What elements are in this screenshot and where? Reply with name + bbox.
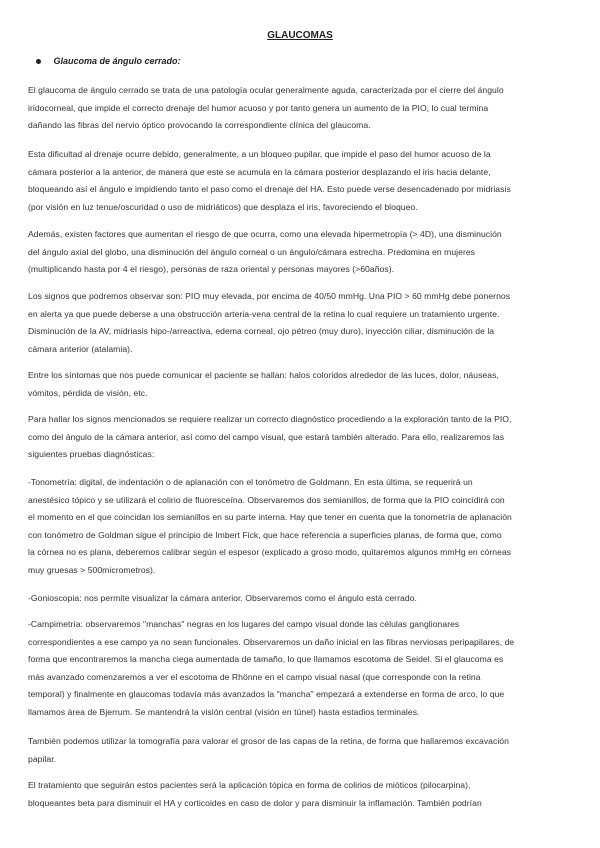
- text-line: El glaucoma de ángulo cerrado se trata de una patología ocular generalmente aguda, caracterizada por el cierre del ángulo: [28, 85, 504, 95]
- text-line: correspondientes a ese campo ya no sean funcionales. Observaremos un daño inicial en las fibras nerviosas peripapilares, de: [28, 636, 515, 647]
- paragraph: [28, 146, 576, 216]
- text-line: en alerta ya que puede deberse a una obstrucción arteria-vena central de la retina lo cual requiere un tratamiento urgente.: [28, 308, 500, 319]
- text-line: cámara posterior a la anterior, de manera que este se acumula en la cámara posterior desplazando el iris hacia delante,: [28, 166, 491, 177]
- text-line: (multiplicando hasta por 4 el riesgo), personas de raza oriental y personas mayores (>60años).: [28, 264, 395, 274]
- text-line: El tratamiento que seguirán estos pacientes será la aplicación tópica en forma de colirios de mióticos (pilocarpina),: [28, 780, 471, 790]
- paragraph: [28, 733, 576, 768]
- text-line: cámara anterior (atalamia).: [28, 343, 133, 354]
- text-line: iridocorneal, que impide el correcto drenaje del humor acuoso y por tanto genera un aumento de la PIO, lo cual termina: [28, 102, 489, 113]
- section-heading: [36, 56, 181, 66]
- text-line: Los signos que podremos observar son: PIO muy elevada, por encima de 40/50 mmHg. Una PIO > 60 mmHg debe ponernos: [28, 291, 511, 301]
- text-line: Para hallar los signos mencionados se requiere realizar un correcto diagnóstico procediendo a la exploración tanto de la PIO,: [28, 414, 512, 424]
- paragraph: [28, 288, 576, 358]
- paragraph: [28, 411, 576, 464]
- text-line: Además, existen factores que aumentan el riesgo de que ocurra, como una elevada hipermetropía (> 4D), una disminución: [28, 229, 502, 239]
- paragraph: [28, 777, 576, 812]
- paragraph: [28, 590, 576, 608]
- text-line: Entre los síntomas que nos puede comunicar el paciente se hallan: halos coloridos alrededor de las luces, dolor, náuseas,: [28, 370, 499, 380]
- text-line: bloqueantes beta para disminuir el HA y corticoides en caso de dolor y para disminuir la inflamación. También podrían: [28, 797, 482, 808]
- paragraph: [28, 616, 576, 721]
- text-line: muy gruesas > 500micrometros).: [28, 564, 156, 575]
- paragraph: [28, 82, 576, 135]
- text-line: También podemos utilizar la tomografía para valorar el grosor de las capas de la retina, de forma que hallaremos excavación: [28, 736, 509, 746]
- text-line: temporal) y finalmente en glaucomas todavía más avanzados la "mancha" empezará a extenderse en forma de arco, lo que: [28, 689, 505, 699]
- text-line: anestésico tópico y se utilizará el colirio de fluoresceína. Observaremos dos semianillos, de forma que la PIO coincidirá con: [28, 494, 505, 505]
- paragraph: [28, 367, 576, 402]
- text-line: la córnea no es plana, deberemos calibrar según el espesor (explicado a groso modo, quitaremos algunos mmHg en córneas: [28, 547, 512, 557]
- text-line: siguientes pruebas diagnósticas:: [28, 449, 155, 459]
- text-line: del ángulo axial del globo, una disminución del ángulo corneal o un ángulo/cámara estrecha. Predomina en mujeres: [28, 246, 476, 257]
- paragraph: [28, 474, 576, 579]
- text-line: llamamos área de Bjerrum. Se mantendrá la visión central (visión en túnel) hasta estadios terminales.: [28, 706, 420, 717]
- text-line: vómitos, pérdida de visión, etc.: [28, 387, 148, 398]
- text-line: Esta dificultad al drenaje ocurre debido, generalmente, a un bloqueo pupilar, que impide el paso del humor acuoso de la: [28, 149, 491, 159]
- text-line: Disminución de la AV, midriasis hipo-/arreactiva, edema corneal, ojo pétreo (muy duro), inyección ciliar, disminución de la: [28, 326, 495, 336]
- section-subtitle: Glaucoma de ángulo cerrado:: [53, 56, 181, 66]
- bullet-icon: [36, 59, 41, 64]
- text-line: (por visión en luz tenue/oscuridad o uso de midriáticos) que desplaza el iris, favoreciendo el bloqueo.: [28, 201, 418, 212]
- page-title: GLAUCOMAS: [267, 30, 333, 41]
- text-line: -Gonioscopia: nos permite visualizar la cámara anterior. Observaremos como el ángulo está cerrado.: [28, 593, 417, 603]
- text-line: más avanzado comenzaremos a ver el escotoma de Rhönne en el campo visual nasal (que corresponde con la retina: [28, 671, 481, 682]
- text-line: forma que encontraremos la mancha ciega aumentada de tamaño, lo que llamamos escotoma de Seidel. Si el glaucoma es: [28, 654, 504, 664]
- paragraph: [28, 226, 576, 279]
- text-line: bloqueando así el ángulo e impidiendo tanto el paso como el drenaje del HA. Esto puede verse desencadenado por midriasis: [28, 184, 511, 194]
- text-line: -Tonometría: digital, de indentación o de aplanación con el tonómetro de Goldmann. En esta última, se requerirá un: [28, 477, 473, 487]
- text-line: como del ángulo de la cámara anterior, así como del campo visual, que estará también alterado. Para ello, realizaremos las: [28, 431, 505, 442]
- text-line: el momento en el que coincidan los semianillos en su parte interna. Hay que tener en cuenta que la tonometría de aplanación: [28, 512, 512, 522]
- text-line: -Campimetría: observaremos "manchas" negras en los lugares del campo visual donde las células ganglionares: [28, 619, 460, 629]
- text-line: con tonómetro de Goldman sigue el principio de Imbert Fick, que hace referencia a superficies planas, de forma que, como: [28, 529, 502, 540]
- text-line: dañando las fibras del nervio óptico provocando la correspondiente clínica del glaucoma.: [28, 120, 371, 130]
- text-line: papilar.: [28, 753, 57, 764]
